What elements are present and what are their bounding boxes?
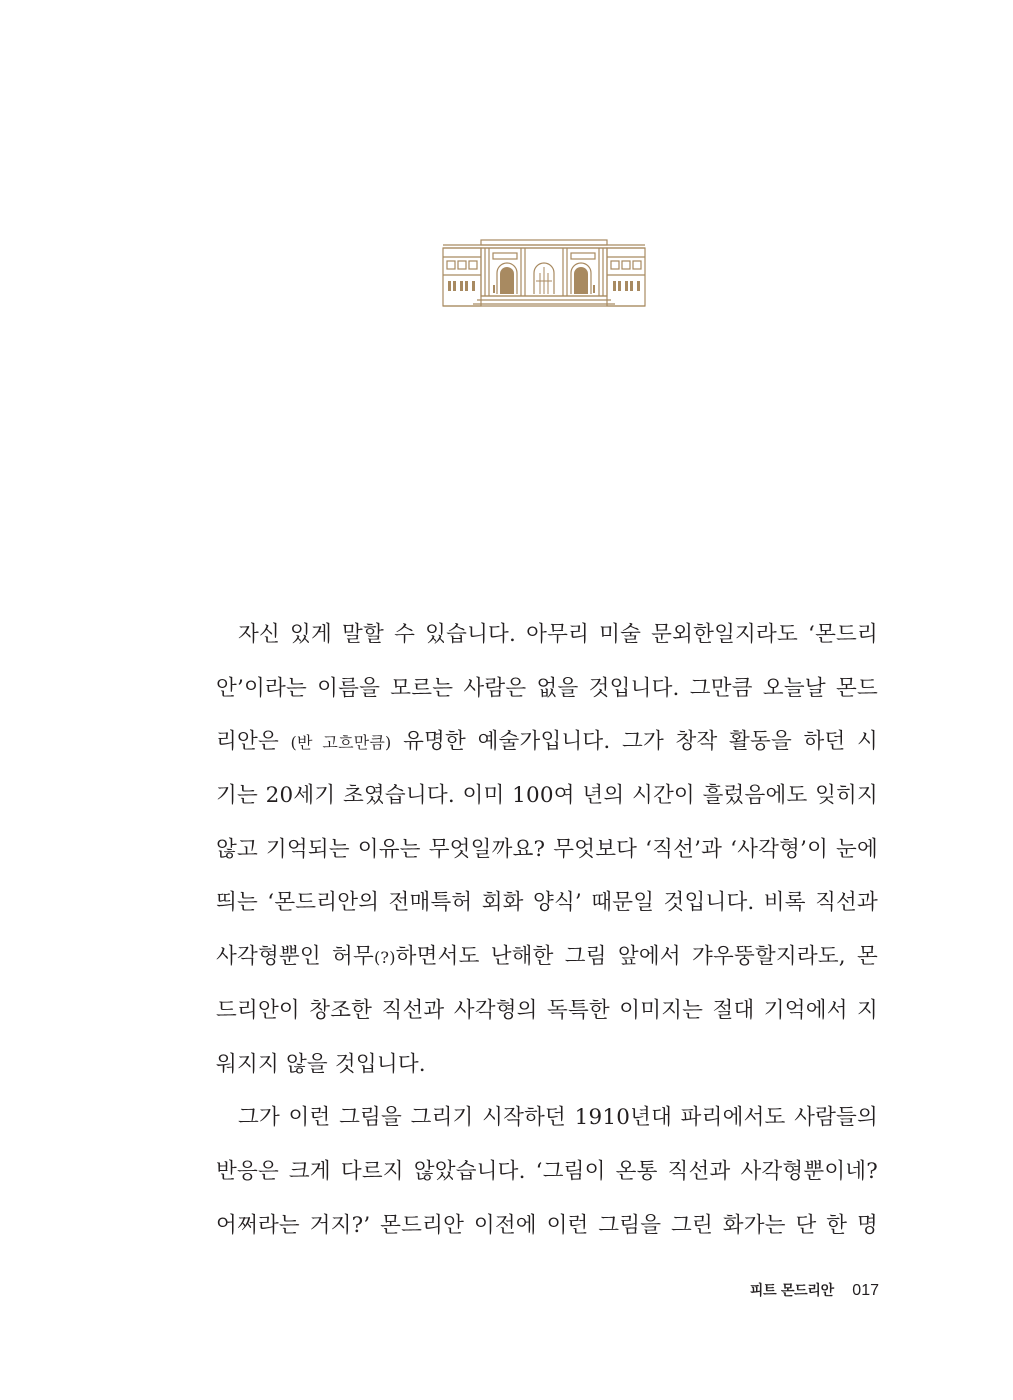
text-fragment: 리안은 xyxy=(216,729,291,755)
page-number: 017 xyxy=(852,1282,879,1299)
text-fragment: 하면서도 난해한 그림 앞에서 갸우뚱할지라도, 몬 xyxy=(395,944,878,970)
page-footer xyxy=(750,1280,879,1300)
text-line xyxy=(216,930,878,984)
text-line: 드리안이 창조한 직선과 사각형의 독특한 이미지는 절대 기억에서 지 xyxy=(216,997,878,1023)
running-title: 피트 몬드리안 xyxy=(749,1283,834,1299)
text-line: 어쩌라는 거지?’ 몬드리안 이전에 이런 그림을 그린 화가는 단 한 명 xyxy=(216,1212,878,1238)
text-line: 자신 있게 말할 수 있습니다. 아무리 미술 문외한일지라도 ‘몬드리 xyxy=(238,622,878,647)
parenthetical-note: (?) xyxy=(373,948,396,968)
body-text xyxy=(216,608,878,1252)
text-line: 그가 이런 그림을 그리기 시작하던 1910년대 파리에서도 사람들의 xyxy=(238,1105,878,1131)
text-line: 반응은 크게 다르지 않았습니다. ‘그림이 온통 직선과 사각형뿐이네? xyxy=(216,1158,878,1184)
text-line xyxy=(216,715,878,769)
text-line: 안’이라는 이름을 모르는 사람은 없을 것입니다. 그만큼 오늘날 몬드 xyxy=(216,675,878,701)
text-line: 기는 20세기 초였습니다. 이미 100여 년의 시간이 흘렀음에도 잊히지 xyxy=(216,783,878,809)
text-line: 않고 기억되는 이유는 무엇일까요? 무엇보다 ‘직선’과 ‘사각형’이 눈에 xyxy=(216,836,878,862)
parenthetical-note: (반 고흐만큼) xyxy=(290,733,392,753)
museum-building-icon xyxy=(441,237,647,309)
text-fragment: 유명한 예술가입니다. 그가 창작 활동을 하던 시 xyxy=(391,729,879,755)
text-line: 워지지 않을 것입니다. xyxy=(216,1051,426,1077)
text-fragment: 사각형뿐인 허무 xyxy=(216,944,374,970)
text-line: 띄는 ‘몬드리안의 전매특허 회화 양식’ 때문일 것입니다. 비록 직선과 xyxy=(216,890,878,916)
